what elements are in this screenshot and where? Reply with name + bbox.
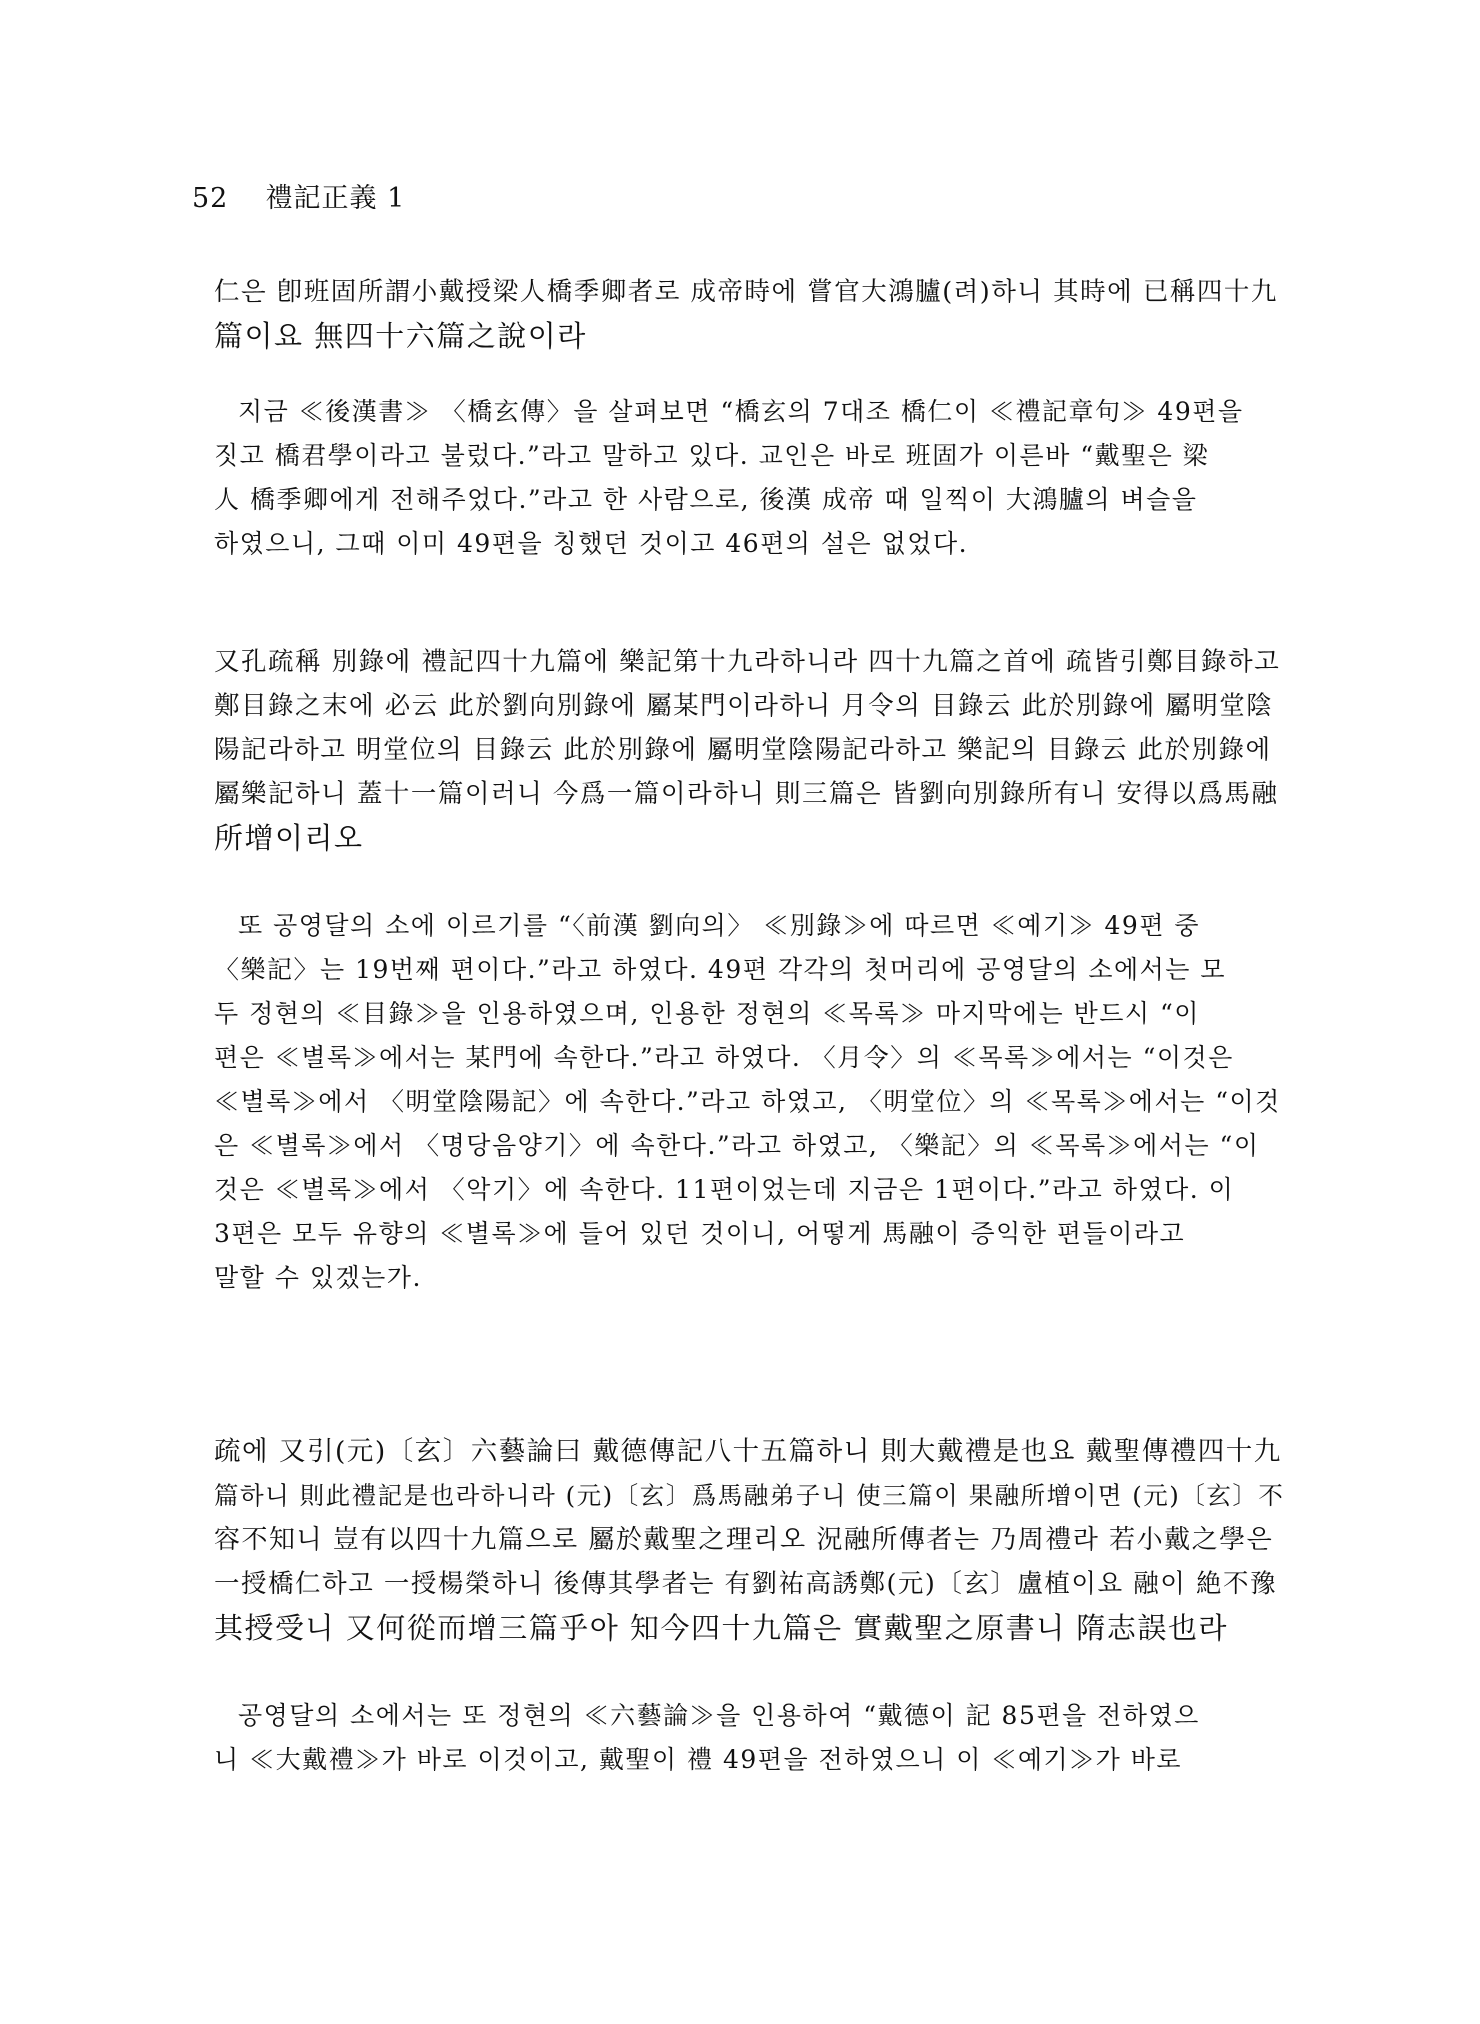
original-text-block-3 — [214, 1430, 1284, 1650]
original-line: 一授橋仁하고 一授楊榮하니 後傳其學者는 有劉祐高誘鄭(元)〔玄〕盧植이요 融이 絶不豫 — [214, 1569, 1277, 1599]
running-header — [192, 176, 405, 215]
translation-line: 또 공영달의 소에 이르기를 “〈前漢 劉向의〉 ≪別錄≫에 따르면 ≪예기≫ 49편 중 — [238, 911, 1201, 940]
translation-line: 人 橋季卿에게 전해주었다.”라고 한 사람으로, 後漢 成帝 때 일찍이 大鴻臚의 벼슬을 — [214, 485, 1198, 514]
original-line: 容不知니 豈有以四十九篇으로 屬於戴聖之理리오 況融所傳者는 乃周禮라 若小戴之學은 — [214, 1525, 1274, 1555]
original-line: 疏에 又引(元)〔玄〕六藝論曰 戴德傳記八十五篇하니 則大戴禮是也요 戴聖傳禮四十九 — [214, 1436, 1282, 1467]
original-line: 篇하니 則此禮記是也라하니라 (元)〔玄〕爲馬融弟子니 使三篇이 果融所增이면 (元)〔玄〕不 — [214, 1481, 1285, 1510]
translation-line: 은 ≪별록≫에서 〈명당음양기〉에 속한다.”라고 하였고, 〈樂記〉의 ≪목록≫에서는 “이 — [214, 1131, 1260, 1160]
original-line: 其授受니 又何從而增三篇乎아 知今四十九篇은 實戴聖之原書니 隋志誤也라 — [214, 1611, 1228, 1645]
translation-line: 짓고 橋君學이라고 불렀다.”라고 말하고 있다. 교인은 바로 班固가 이른바 “戴聖은 梁 — [214, 441, 1210, 470]
translation-block-2 — [214, 904, 1284, 1300]
translation-line: 니 ≪大戴禮≫가 바로 이것이고, 戴聖이 禮 49편을 전하였으니 이 ≪예기≫가 바로 — [214, 1745, 1183, 1774]
translation-line: 〈樂記〉는 19번째 편이다.”라고 하였다. 49편 각각의 첫머리에 공영달의 소에서는 모 — [214, 955, 1227, 984]
page-number: 52 — [192, 183, 229, 214]
translation-line: 공영달의 소에서는 또 정현의 ≪六藝論≫을 인용하여 “戴德이 記 85편을 전하였으 — [238, 1701, 1200, 1730]
original-text-block-2 — [214, 640, 1284, 860]
original-line: 又孔疏稱 別錄에 禮記四十九篇에 樂記第十九라하니라 四十九篇之首에 疏皆引鄭目錄하고 — [214, 647, 1281, 677]
translation-block-1 — [214, 390, 1284, 566]
original-line: 仁은 卽班固所謂小戴授梁人橋季卿者로 成帝時에 嘗官大鴻臚(려)하니 其時에 已稱四十九 — [214, 277, 1278, 307]
translation-line: 지금 ≪後漢書≫ 〈橋玄傳〉을 살펴보면 “橋玄의 7대조 橋仁이 ≪禮記章句≫ 49편을 — [238, 397, 1244, 426]
original-line: 陽記라하고 明堂位의 目錄云 此於別錄에 屬明堂陰陽記라하고 樂記의 目錄云 此於別錄에 — [214, 735, 1272, 765]
translation-line: 하였으니, 그때 이미 49편을 칭했던 것이고 46편의 설은 없었다. — [214, 529, 969, 558]
original-line: 所增이리오 — [214, 821, 364, 855]
translation-line: 말할 수 있겠는가. — [214, 1263, 422, 1292]
translation-line: 편은 ≪별록≫에서는 某門에 속한다.”라고 하였다. 〈月令〉의 ≪목록≫에서는 “이것은 — [214, 1043, 1234, 1072]
translation-line: 두 정현의 ≪目錄≫을 인용하였으며, 인용한 정현의 ≪목록≫ 마지막에는 반드시 “이 — [214, 999, 1200, 1028]
translation-block-3 — [214, 1694, 1284, 1782]
translation-line: ≪별록≫에서 〈明堂陰陽記〉에 속한다.”라고 하였고, 〈明堂位〉의 ≪목록≫에서는 “이것 — [214, 1087, 1281, 1116]
translation-line: 3편은 모두 유향의 ≪별록≫에 들어 있던 것이니, 어떻게 馬融이 증익한 편들이라고 — [214, 1219, 1186, 1248]
original-line: 鄭目錄之末에 必云 此於劉向別錄에 屬某門이라하니 月令의 目錄云 此於別錄에 屬明堂陰 — [214, 691, 1274, 721]
book-title: 禮記正義 1 — [265, 183, 406, 214]
original-text-block-1 — [214, 270, 1284, 358]
translation-line: 것은 ≪별록≫에서 〈악기〉에 속한다. 11편이었는데 지금은 1편이다.”라고 하였다. 이 — [214, 1175, 1235, 1204]
original-line: 屬樂記하니 蓋十一篇이러니 今爲一篇이라하니 則三篇은 皆劉向別錄所有니 安得以爲馬融 — [214, 779, 1279, 809]
original-line: 篇이요 無四十六篇之說이라 — [214, 319, 587, 353]
